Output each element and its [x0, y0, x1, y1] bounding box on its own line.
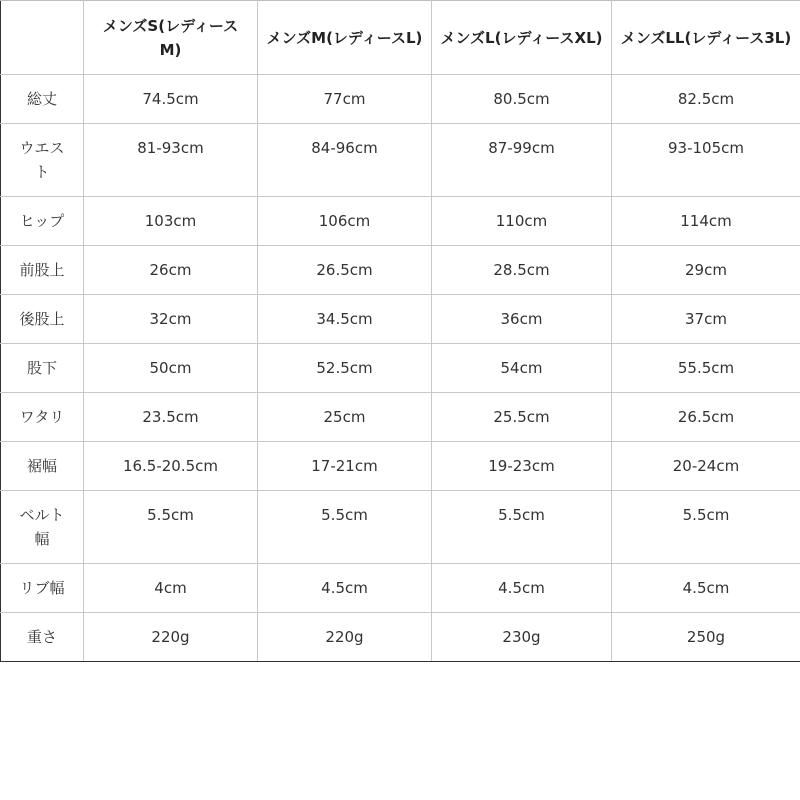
column-header-ll: メンズLL(レディース3L): [612, 1, 800, 75]
row-label: ウエスト: [1, 124, 84, 197]
table-cell: 106cm: [258, 197, 432, 246]
table-cell: 16.5-20.5cm: [84, 442, 258, 491]
row-label: ワタリ: [1, 393, 84, 442]
row-label: 後股上: [1, 295, 84, 344]
row-label: 裾幅: [1, 442, 84, 491]
header-row: [1, 1, 800, 75]
table-cell: 26.5cm: [258, 246, 432, 295]
table-cell: 82.5cm: [612, 75, 800, 124]
table-cell: 52.5cm: [258, 344, 432, 393]
column-header-l: メンズL(レディースXL): [432, 1, 612, 75]
row-label: 前股上: [1, 246, 84, 295]
column-header-m: メンズM(レディースL): [258, 1, 432, 75]
table-cell: 81-93cm: [84, 124, 258, 197]
corner-cell: [1, 1, 84, 75]
table-row: [1, 393, 800, 442]
table-cell: 87-99cm: [432, 124, 612, 197]
row-label: 総丈: [1, 75, 84, 124]
table-cell: 4.5cm: [258, 564, 432, 613]
table-cell: 5.5cm: [612, 491, 800, 564]
table-cell: 50cm: [84, 344, 258, 393]
table-row: [1, 613, 800, 662]
table-cell: 26.5cm: [612, 393, 800, 442]
table-cell: 26cm: [84, 246, 258, 295]
table-cell: 32cm: [84, 295, 258, 344]
table-row: [1, 491, 800, 564]
table-cell: 29cm: [612, 246, 800, 295]
table-row: [1, 197, 800, 246]
table-cell: 5.5cm: [432, 491, 612, 564]
row-label: ヒップ: [1, 197, 84, 246]
table-cell: 19-23cm: [432, 442, 612, 491]
table-cell: 54cm: [432, 344, 612, 393]
table-cell: 37cm: [612, 295, 800, 344]
table-row: [1, 564, 800, 613]
table-cell: 220g: [258, 613, 432, 662]
table-cell: 80.5cm: [432, 75, 612, 124]
table-row: [1, 442, 800, 491]
table-cell: 74.5cm: [84, 75, 258, 124]
table-cell: 110cm: [432, 197, 612, 246]
table-cell: 55.5cm: [612, 344, 800, 393]
table-cell: 4.5cm: [432, 564, 612, 613]
table-cell: 4.5cm: [612, 564, 800, 613]
table-cell: 103cm: [84, 197, 258, 246]
table-cell: 34.5cm: [258, 295, 432, 344]
table-cell: 114cm: [612, 197, 800, 246]
table-row: [1, 124, 800, 197]
row-label: リブ幅: [1, 564, 84, 613]
table-cell: 36cm: [432, 295, 612, 344]
table-cell: 230g: [432, 613, 612, 662]
table-cell: 220g: [84, 613, 258, 662]
table-cell: 28.5cm: [432, 246, 612, 295]
table-cell: 25cm: [258, 393, 432, 442]
table-cell: 25.5cm: [432, 393, 612, 442]
row-label: 重さ: [1, 613, 84, 662]
table-cell: 77cm: [258, 75, 432, 124]
table-cell: 5.5cm: [258, 491, 432, 564]
table-cell: 93-105cm: [612, 124, 800, 197]
table-cell: 84-96cm: [258, 124, 432, 197]
column-header-s: メンズS(レディースM): [84, 1, 258, 75]
table-cell: 17-21cm: [258, 442, 432, 491]
table-row: [1, 295, 800, 344]
row-label: 股下: [1, 344, 84, 393]
table-cell: 250g: [612, 613, 800, 662]
table-cell: 4cm: [84, 564, 258, 613]
table-cell: 23.5cm: [84, 393, 258, 442]
table-row: [1, 344, 800, 393]
row-label: ベルト幅: [1, 491, 84, 564]
table-row: [1, 75, 800, 124]
table-cell: 5.5cm: [84, 491, 258, 564]
table-row: [1, 246, 800, 295]
table-cell: 20-24cm: [612, 442, 800, 491]
